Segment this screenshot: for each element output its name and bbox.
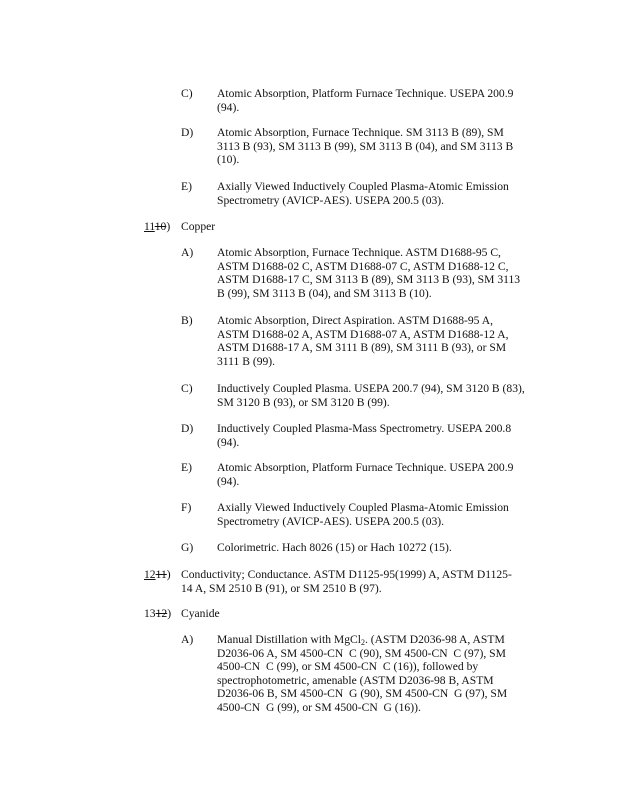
item-text: Atomic Absorption, Direct Aspiration. ASTM D1688-95 A, ASTM D1688-02 A, ASTM D1688-07 A, ASTM D1688-12 A, ASTM D1688-17 A, SM 3111 B (89), SM 3111 B (93), or SM 3111 B (99). [217, 314, 509, 368]
section-title: Copper [181, 220, 216, 233]
item-label: C) [181, 382, 193, 395]
item-label: A) [181, 246, 194, 259]
item-text: Atomic Absorption, Platform Furnace Technique. USEPA 200.9 (94). [217, 87, 514, 114]
item-label: E) [181, 180, 192, 193]
item-text: Axially Viewed Inductively Coupled Plasma-Atomic Emission Spectrometry (AVICP-AES). USEPA 200.5 (03). [217, 180, 509, 207]
section-title: Cyanide [181, 607, 220, 620]
item-label: B) [181, 314, 193, 327]
item-text: Colorimetric. Hach 8026 (15) or Hach 10272 (15). [217, 541, 452, 554]
section-number: 1211) [144, 568, 171, 581]
inserted-number: 11 [144, 220, 155, 233]
item-label: F) [181, 501, 192, 514]
item-text: Inductively Coupled Plasma-Mass Spectrometry. USEPA 200.8 (94). [217, 422, 512, 449]
item-label: C) [181, 87, 193, 100]
item-text: Manual Distillation with MgCl$_2$. (ASTM D2036-98 A, ASTM D2036-06 A, SM 4500-CN C (90), SM 4500-CN C (97), SM 4500-CN C (99), or SM 4500-CN C (16)), followed by spectrophotometric, amenable (ASTM D2036-98 B, ASTM D2036-06 B, SM 4500-CN G (90), SM 4500-CN G (97), SM 4500-CN G (99), or SM 4500-CN G (16)). [217, 633, 508, 714]
deleted-number: 11 [155, 568, 167, 581]
item-label: A) [181, 633, 194, 646]
inserted-number: 12 [144, 568, 156, 581]
item-label: D) [181, 422, 194, 435]
section-text: Conductivity; Conductance. ASTM D1125-95(1999) A, ASTM D1125- 14 A, SM 2510 B (91), or SM 2510 B (97). [181, 568, 512, 595]
item-label: D) [181, 126, 194, 139]
deleted-number: 10 [154, 220, 167, 233]
item-text: Atomic Absorption, Furnace Technique. SM 3113 B (89), SM 3113 B (93), SM 3113 B (99), SM 3113 B (04), and SM 3113 B (10). [217, 126, 514, 167]
item-text: Axially Viewed Inductively Coupled Plasma-Atomic Emission Spectrometry (AVICP-AES). USEPA 200.5 (03). [217, 501, 509, 528]
item-text: Atomic Absorption, Furnace Technique. ASTM D1688-95 C, ASTM D1688-02 C, ASTM D1688-07 C, ASTM D1688-12 C, ASTM D1688-17 C, SM 3113 B (89), SM 3113 B (93), SM 3113 B (99), SM 3113 B (04), and SM 3113 B (10). [217, 246, 521, 300]
item-label: E) [181, 461, 192, 474]
section-number: 1312) [144, 607, 172, 620]
item-text: Atomic Absorption, Platform Furnace Technique. USEPA 200.9 (94). [217, 461, 514, 488]
item-text: Inductively Coupled Plasma. USEPA 200.7 (94), SM 3120 B (83), SM 3120 B (93), or SM 3120 B (99). [217, 382, 525, 409]
item-label: G) [181, 541, 194, 554]
section-number: 1110) [144, 220, 171, 233]
subscript: 2 [360, 638, 365, 647]
deleted-number: 12 [155, 607, 168, 620]
